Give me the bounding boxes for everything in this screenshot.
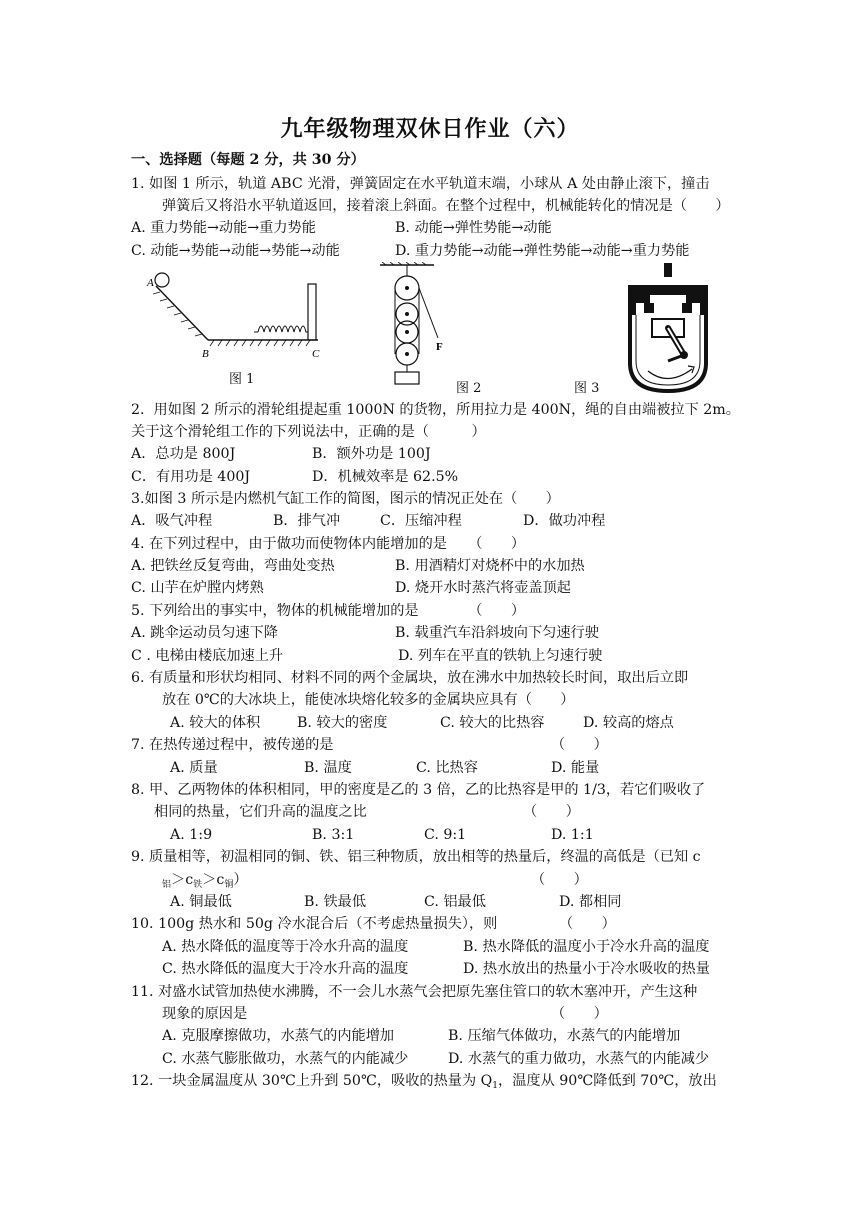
q9-option-b: B. 铁最低	[304, 894, 367, 910]
q4-line1: 4. 在下列过程中，由于做功而使物体内能增加的是 （ ）	[131, 536, 526, 552]
q7-option-d: D. 能量	[551, 760, 600, 776]
q6-option-c: C. 较大的比热容	[440, 715, 545, 731]
q8-answer-blank: （ ）	[523, 804, 580, 820]
q2-option-c: C．有用功是 400J	[131, 469, 251, 485]
q3-line1: 3.如图 3 所示是内燃机气缸工作的简图，图示的情况正处在（ ）	[131, 491, 560, 507]
figure-1-caption: 图 1	[229, 372, 255, 387]
subscript-cu: 铜	[224, 880, 234, 890]
q11-line2: 现象的原因是	[162, 1006, 248, 1022]
q10-line1: 10. 100g 热水和 50g 冷水混合后（不考虑热量损失），则	[131, 916, 498, 932]
q12-line1: 12. 一块金属温度从 30℃上升到 50℃，吸收的热量为 $Q_1$，温度从 90℃降低到 70℃，放出	[131, 1073, 717, 1091]
q11-option-b: B. 压缩气体做功，水蒸气的内能增加	[448, 1028, 681, 1044]
q3-option-d: D．做功冲程	[523, 513, 606, 529]
q5-option-a: A. 跳伞运动员匀速下降	[131, 625, 278, 641]
q5-option-c: C . 电梯由楼底加速上升	[131, 648, 284, 664]
ball-icon	[155, 273, 169, 287]
q1-option-b: B. 动能→弹性势能→动能	[395, 220, 552, 236]
q9-line2: $_铝>c_铁>c_铜$）	[162, 872, 248, 890]
q7-option-c: C. 比热容	[416, 760, 478, 776]
q8-option-c: C. 9:1	[424, 827, 467, 843]
q8-option-b: B. 3:1	[312, 827, 355, 843]
label-b: B	[202, 348, 209, 360]
q8-line1: 8. 甲、乙两物体的体积相同，甲的密度是乙的 3 倍，乙的比热容是甲的 1/3，若它们吸收了	[131, 782, 706, 798]
q9-line1: 9. 质量相等，初温相同的铜、铁、铝三种物质，放出相等的热量后，终温的高低是（已知 c	[131, 849, 701, 865]
q10-option-c: C. 热水降低的温度大于冷水升高的温度	[162, 961, 409, 977]
q4-option-d: D. 烧开水时蒸汽将壶盖顶起	[395, 580, 571, 596]
q8-option-a: A. 1:9	[170, 827, 213, 843]
q6-line2: 放在 0℃的大冰块上，能使冰块熔化较多的金属块应具有（ ）	[162, 692, 575, 708]
figure-2-pulley-diagram	[378, 262, 458, 386]
q8-line2: 相同的热量，它们升高的温度之比	[154, 804, 367, 820]
q2-option-b: B．额外功是 100J	[312, 446, 431, 462]
section-heading: 一、选择题（每题 2 分，共 30 分）	[131, 152, 365, 168]
q1-option-a: A. 重力势能→动能→重力势能	[131, 220, 316, 236]
q2-option-d: D．机械效率是 62.5%	[312, 469, 459, 485]
q11-answer-blank: （ ）	[551, 1006, 608, 1022]
subscript-fe: 铁	[193, 880, 203, 890]
q4-option-c: C. 山芋在炉膛内烤熟	[131, 580, 264, 596]
q10-option-a: A. 热水降低的温度等于冷水升高的温度	[162, 939, 409, 955]
q9-answer-blank: （ ）	[531, 872, 588, 888]
q9-option-c: C. 铝最低	[424, 894, 486, 910]
figure-3-engine-cylinder	[622, 263, 714, 395]
q7-option-a: A. 质量	[170, 760, 218, 776]
q9-option-d: D. 都相同	[559, 894, 622, 910]
q1-option-c: C. 动能→势能→动能→势能→动能	[131, 243, 340, 259]
q2-option-a: A．总功是 800J	[131, 446, 236, 462]
q10-option-b: B. 热水降低的温度小于冷水升高的温度	[463, 939, 710, 955]
q5-line1: 5. 下列给出的事实中，物体的机械能增加的是 （ ）	[131, 603, 526, 619]
q8-option-d: D. 1:1	[551, 827, 594, 843]
q10-answer-blank: （ ）	[559, 916, 616, 932]
q7-option-b: B. 温度	[304, 760, 352, 776]
subscript-q1: 1	[492, 1081, 499, 1091]
figure-2-caption: 图 2	[456, 381, 482, 396]
spring-icon	[258, 326, 308, 332]
load-box	[395, 372, 419, 384]
label-c: C	[312, 348, 320, 360]
q1-option-d: D. 重力势能→动能→弹性势能→动能→重力势能	[395, 243, 690, 259]
q1-line2: 弹簧后又将沿水平轨道返回，接着滚上斜面。在整个过程中，机械能转化的情况是（ ）	[162, 198, 730, 214]
subscript-al: 铝	[162, 880, 172, 890]
label-a: A	[147, 277, 154, 289]
q7-line1: 7. 在热传递过程中，被传递的是	[131, 737, 334, 753]
q3-option-c: C．压缩冲程	[380, 513, 462, 529]
page-title: 九年级物理双休日作业（六）	[280, 116, 580, 142]
q6-option-d: D. 较高的熔点	[583, 715, 674, 731]
q9-option-a: A. 铜最低	[170, 894, 232, 910]
q6-option-a: A. 较大的体积	[170, 715, 261, 731]
q10-option-d: D. 热水放出的热量小于冷水吸收的热量	[463, 961, 710, 977]
figure-3-caption: 图 3	[574, 381, 600, 396]
q11-option-a: A. 克服摩擦做功，水蒸气的内能增加	[162, 1028, 395, 1044]
q1-line1: 1. 如图 1 所示，轨道 ABC 光滑，弹簧固定在水平轨道末端，小球从 A 处由静止滚下，撞击	[131, 176, 710, 192]
q11-option-c: C. 水蒸气膨胀做功，水蒸气的内能减少	[162, 1051, 409, 1067]
q7-answer-blank: （ ）	[551, 737, 608, 753]
q2-line1: 2. 用如图 2 所示的滑轮组提起重 1000N 的货物，所用拉力是 400N，绳的自由端被拉下 2m。	[131, 402, 740, 418]
label-f: F	[436, 341, 443, 353]
q3-option-a: A．吸气冲程	[131, 513, 213, 529]
q5-option-b: B. 载重汽车沿斜坡向下匀速行驶	[395, 625, 599, 641]
q6-line1: 6. 有质量和形状均相同、材料不同的两个金属块，放在沸水中加热较长时间，取出后立即	[131, 670, 689, 686]
q6-option-b: B. 较大的密度	[297, 715, 388, 731]
figure-1-track-diagram	[140, 270, 340, 380]
q4-option-b: B. 用酒精灯对烧杯中的水加热	[395, 558, 585, 574]
q11-option-d: D. 水蒸气的重力做功，水蒸气的内能减少	[448, 1051, 710, 1067]
q4-option-a: A. 把铁丝反复弯曲，弯曲处变热	[131, 558, 335, 574]
q5-option-d: D. 列车在平直的铁轨上匀速行驶	[398, 648, 603, 664]
q3-option-b: B．排气冲	[273, 513, 341, 529]
q11-line1: 11. 对盛水试管加热使水沸腾，不一会儿水蒸气会把原先塞住管口的软木塞冲开，产生这种	[131, 984, 698, 1000]
q2-line2: 关于这个滑轮组工作的下列说法中，正确的是（ ）	[131, 424, 486, 440]
